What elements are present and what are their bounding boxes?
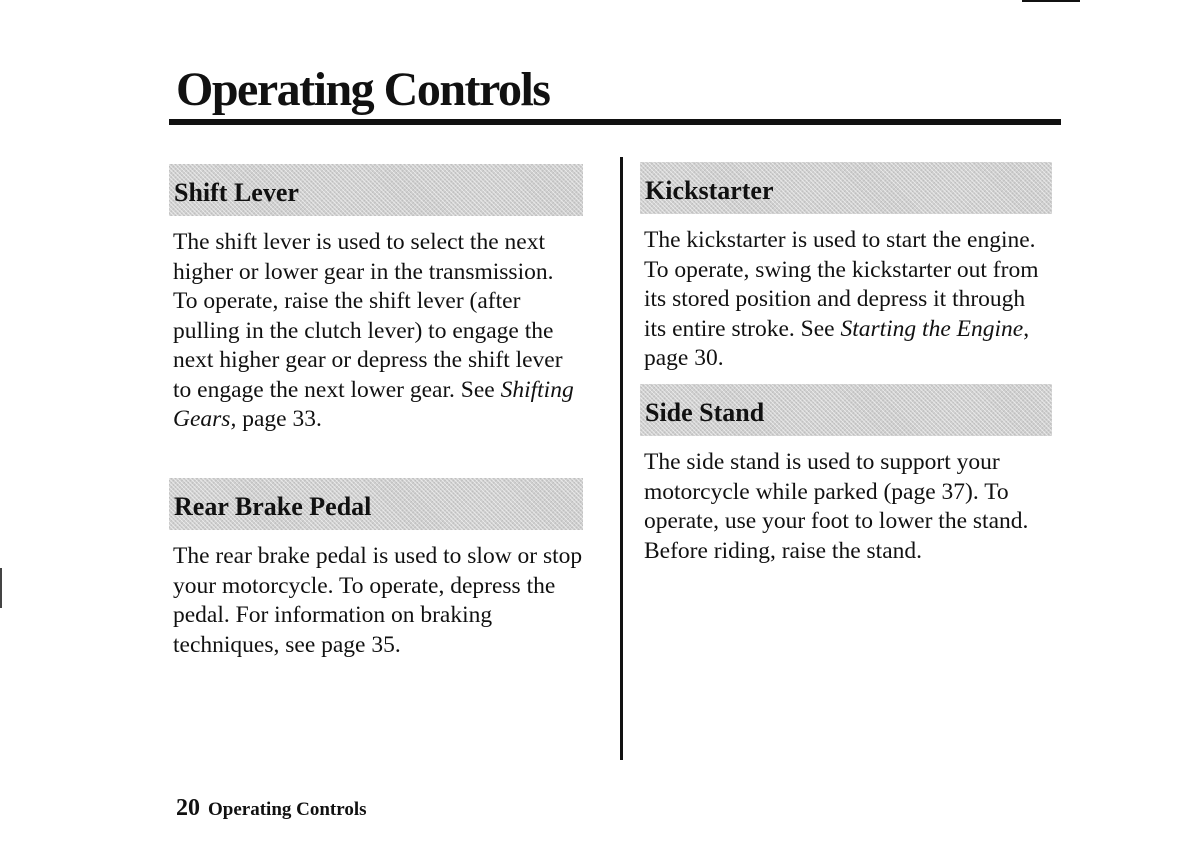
section-body <box>644 448 1052 566</box>
cross-reference-page: , page 30. <box>644 315 1030 371</box>
section-header-band <box>169 164 583 216</box>
section-body <box>173 228 583 435</box>
section-heading: Kickstarter <box>645 176 774 205</box>
page-number: 20 <box>176 795 200 821</box>
page-title: Operating Controls <box>176 63 550 116</box>
section-header-band <box>169 478 583 530</box>
body-text: The kickstarter is used to start the engine. To operate, swing the kickstarter out from its stored position and depress it through its entire stroke. See <box>644 227 1039 342</box>
cross-reference-title: Shifting Gears, <box>173 376 574 432</box>
section-side-stand <box>640 384 1052 566</box>
body-text: The side stand is used to support your motorcycle while parked (page 37). To operate, use your foot to lower the stand. Before riding, raise the stand. <box>644 449 1029 564</box>
section-rear-brake-pedal <box>169 478 583 660</box>
section-heading: Shift Lever <box>174 178 299 207</box>
crop-mark-top <box>1022 0 1080 2</box>
footer-section-name: Operating Controls <box>208 799 367 820</box>
section-kickstarter <box>640 162 1052 374</box>
cross-reference-title: Starting the Engine <box>840 315 1024 342</box>
section-heading: Side Stand <box>645 398 765 427</box>
section-shift-lever <box>169 164 583 435</box>
body-text: The shift lever is used to select the next higher or lower gear in the transmission. To operate, raise the shift lever (after pulling in the clutch lever) to engage the next higher gear or depress the shift lever to engage the next lower gear. See <box>173 229 563 403</box>
column-divider <box>620 157 623 760</box>
body-text: The rear brake pedal is used to slow or stop your motorcycle. To operate, depress the pedal. For information on braking techniques, see page 35. <box>173 543 583 658</box>
page-footer <box>176 796 367 820</box>
section-body <box>644 226 1052 374</box>
section-header-band <box>640 162 1052 214</box>
section-heading: Rear Brake Pedal <box>174 492 372 521</box>
section-body <box>173 542 583 660</box>
section-header-band <box>640 384 1052 436</box>
cross-reference-page: page 33. <box>236 406 322 432</box>
edge-mark-left <box>0 568 2 608</box>
title-rule <box>169 119 1061 125</box>
